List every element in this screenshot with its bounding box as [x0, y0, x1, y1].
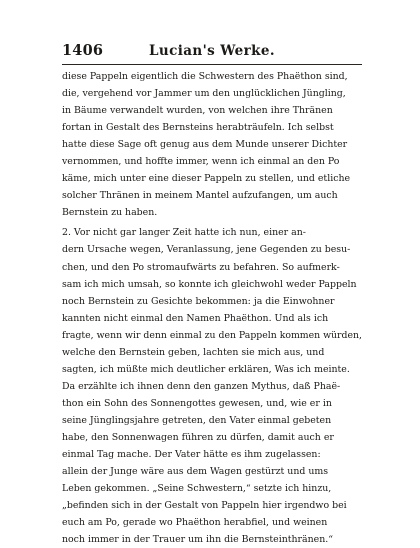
text-line: Da erzählte ich ihnen denn den ganzen Mythus, daß Phaë-: [62, 380, 341, 392]
text-line: die, vergehend vor Jammer um den unglücklichen Jüngling,: [62, 88, 346, 100]
page-number: 1406: [62, 42, 104, 59]
text-line: habe, den Sonnenwagen führen zu dürfen, damit auch er: [62, 431, 334, 443]
text-line: seine Jünglingsjahre getreten, den Vater einmal gebeten: [62, 414, 332, 426]
text-line: hatte diese Sage oft genug aus dem Munde unserer Dichter: [62, 139, 348, 151]
text-line: euch am Po, gerade wo Phaëthon herabfiel, und weinen: [62, 517, 328, 529]
text-line: noch Bernstein zu Gesichte bekommen: ja die Einwohner: [62, 295, 335, 307]
page-header: [62, 42, 362, 62]
text-line: allein der Junge wäre aus dem Wagen gestürzt und ums: [62, 466, 329, 478]
text-line: Bernstein zu haben.: [62, 207, 158, 219]
text-line: käme, mich unter eine dieser Pappeln zu stellen, und etliche: [62, 173, 351, 185]
text-line: sagten, ich müßte mich deutlicher erklären, Was ich meinte.: [62, 363, 350, 375]
text-line: fragte, wenn wir denn einmal zu den Pappeln kommen würden,: [62, 329, 362, 341]
body-text: [62, 68, 362, 548]
header-rule: [62, 64, 362, 65]
text-line: chen, und den Po stromaufwärts zu befahren. So aufmerk-: [62, 261, 340, 273]
text-line: diese Pappeln eigentlich die Schwestern des Phaëthon sind,: [62, 71, 348, 82]
text-line: dern Ursache wegen, Veranlassung, jene Gegenden zu besu-: [62, 244, 351, 256]
text-line: Leben gekommen. „Seine Schwestern,“ setzte ich hinzu,: [62, 483, 332, 495]
text-line: fortan in Gestalt des Bernsteins herabträufeln. Ich selbst: [62, 122, 334, 134]
text-line: vernommen, und hoffte immer, wenn ich einmal an den Po: [62, 156, 340, 168]
text-line: einmal Tag mache. Der Vater hätte es ihm zugelassen:: [62, 449, 321, 461]
text-line: 2. Vor nicht gar langer Zeit hatte ich nun, einer an-: [62, 227, 306, 239]
text-line: kannten nicht einmal den Namen Phaëthon. Und als ich: [62, 312, 329, 324]
text-line: solcher Thränen in meinem Mantel aufzufangen, um auch: [62, 190, 338, 202]
running-title: Lucian's Werke.: [148, 43, 276, 59]
text-line: thon ein Sohn des Sonnengottes gewesen, und, wie er in: [62, 397, 332, 409]
text-line: „befinden sich in der Gestalt von Pappeln hier irgendwo bei: [62, 500, 347, 512]
text-line: in Bäume verwandelt wurden, von welchen ihre Thränen: [62, 105, 333, 117]
text-line: welche den Bernstein geben, lachten sie mich aus, und: [62, 346, 325, 358]
text-line: sam ich mich umsah, so konnte ich gleichwohl weder Pappeln: [62, 278, 357, 290]
text-line: noch immer in der Trauer um ihn die Bernsteinthränen.“: [62, 534, 334, 546]
